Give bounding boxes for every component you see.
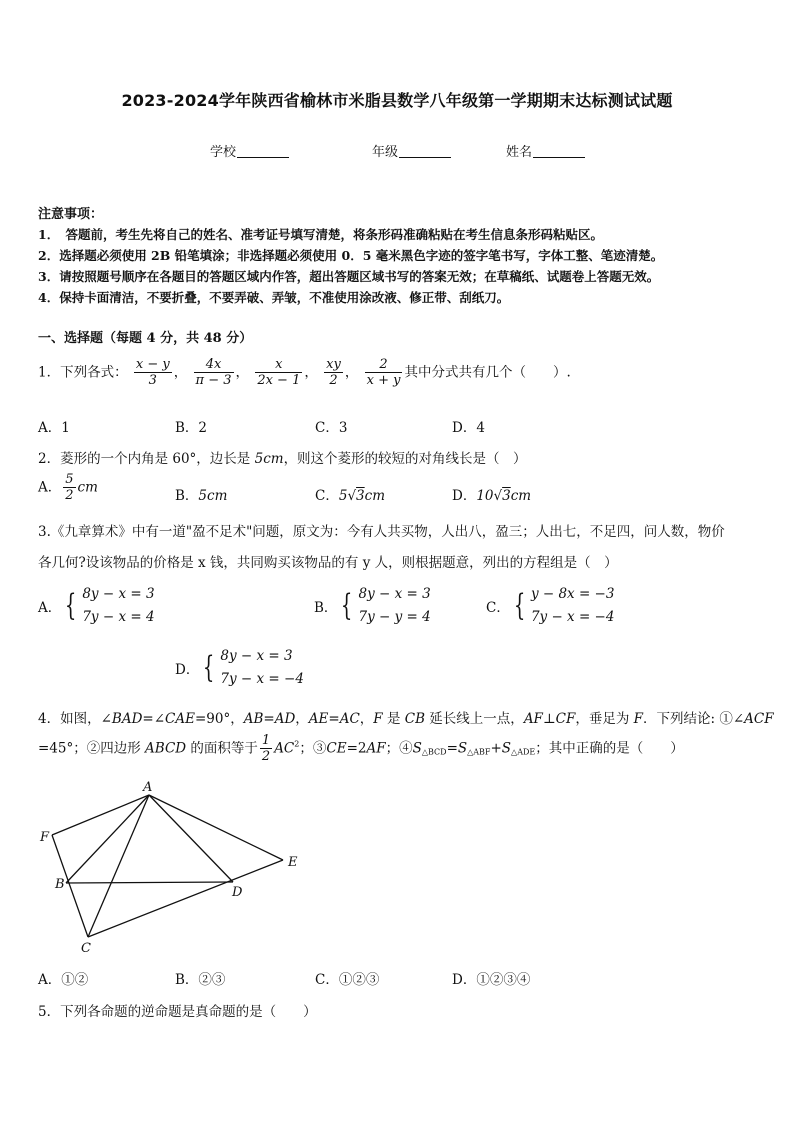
q2-option-d: D．10√3cm bbox=[452, 488, 532, 504]
segment-ce bbox=[88, 860, 283, 937]
note-item-4: 4．保持卡面清洁，不要折叠，不要弄破、弄皱，不准使用涂改液、修正带、刮纸刀。 bbox=[38, 290, 510, 305]
page-title: 2023-2024学年陕西省榆林市米脂县数学八年级第一学期期末达标测试试题 bbox=[121, 91, 673, 110]
label-d: D bbox=[232, 885, 243, 900]
q1-fraction-3: $\frac{x}{2x - 1}$ bbox=[257, 357, 301, 388]
name-field bbox=[506, 141, 585, 160]
school-field bbox=[210, 141, 289, 160]
q3-option-a: A． { 8y − x = 3 7y − x = 4 bbox=[38, 586, 155, 625]
q2-option-a: A． $\frac{5}{2}$ cm bbox=[38, 472, 98, 503]
note-item-2: 2．选择题必须使用 2B 铅笔填涂；非选择题必须使用 0．5 毫米黑色字迹的签字笔书写，字体工整、笔迹清楚。 bbox=[38, 248, 664, 263]
question-1: 1．下列各式： $\frac{x - y}{3}$ ， $\frac{4x}{\pi - 3}$ ， $\frac{x}{2x - 1}$ ， $\frac{xy}{2}$ ， $\frac{2}{x + y}$ 其中分式共有几个（ ）. bbox=[38, 357, 571, 388]
label-f: F bbox=[40, 830, 50, 845]
name-label: 姓名 bbox=[506, 145, 533, 160]
section-heading: 一、选择题（每题 4 分，共 48 分） bbox=[38, 331, 253, 346]
q1-fraction-5: $\frac{2}{x + y}$ bbox=[366, 357, 401, 388]
q2-option-b: B．5cm bbox=[175, 488, 228, 504]
segment-ad bbox=[149, 795, 233, 882]
q1-option-b: B．2 bbox=[175, 420, 208, 436]
q4-option-a: A．①② bbox=[38, 972, 89, 988]
q1-fraction-4: $\frac{xy}{2}$ bbox=[326, 357, 341, 388]
label-b: B bbox=[55, 877, 65, 892]
q1-fraction-1: $\frac{x - y}{3}$ bbox=[135, 357, 170, 388]
q1-suffix: 其中分式共有几个（ ）. bbox=[404, 364, 571, 381]
q1-fraction-2: $\frac{4x}{\pi - 3}$ bbox=[195, 357, 232, 388]
q3-option-d: D． { 8y − x = 3 7y − x = −4 bbox=[175, 648, 304, 687]
question-4-line-1: 4．如图，∠BAD=∠CAE=90°，AB=AD，AE=AC，F 是 CB 延长线上一点，AF⊥CF，垂足为 F．下列结论: ①∠ACF bbox=[38, 711, 774, 727]
q2-option-c: C．5√3cm bbox=[315, 488, 386, 504]
notes-title: 注意事项： bbox=[38, 207, 104, 222]
q1-option-c: C．3 bbox=[315, 420, 348, 436]
label-c: C bbox=[81, 941, 91, 955]
question-4-line-2: =45°；②四边形 ABCD 的面积等于 $\frac{1}{2}$ $AC^2$；③CE=2AF；$④S_{\triangle BCD}=S_{\triangle ABF}+S_{\triangle ADE}$；其中正确的是（ ） bbox=[38, 733, 684, 764]
question-2: 2．菱形的一个内角是 60°，边长是 5cm，则这个菱形的较短的对角线长是（ ） bbox=[38, 451, 527, 467]
question-5: 5．下列各命题的逆命题是真命题的是（ ） bbox=[38, 1004, 317, 1020]
q3-option-c: C． { y − 8x = −3 7y − x = −4 bbox=[486, 586, 615, 625]
q1-option-a: A．1 bbox=[38, 420, 70, 436]
q1-prefix: 1．下列各式： bbox=[38, 364, 128, 381]
note-item-3: 3．请按照题号顺序在各题目的答题区域内作答，超出答题区域书写的答案无效；在草稿纸、试题卷上答题无效。 bbox=[38, 269, 660, 284]
q4-option-c: C．①②③ bbox=[315, 972, 380, 988]
school-blank bbox=[237, 145, 289, 158]
segment-ae bbox=[149, 795, 283, 860]
school-label: 学校 bbox=[210, 145, 237, 160]
q1-option-d: D．4 bbox=[452, 420, 485, 436]
q4-option-d: D．①②③④ bbox=[452, 972, 531, 988]
note-item-1: 1． 答题前，考生先将自己的姓名、准考证号填写清楚，将条形码准确粘贴在考生信息条形码粘贴区。 bbox=[38, 227, 603, 242]
name-blank bbox=[533, 145, 585, 158]
grade-blank bbox=[399, 145, 451, 158]
q3-option-b: B． { 8y − x = 3 7y − y = 4 bbox=[314, 586, 431, 625]
segment-ab bbox=[66, 795, 149, 883]
question-3-line-1: 3.《九章算术》中有一道"盈不足术"问题，原文为：今有人共买物，人出八，盈三；人出七，不足四，问人数，物价 bbox=[38, 524, 725, 540]
label-a: A bbox=[143, 780, 153, 795]
question-3-line-2: 各几何?设该物品的价格是 x 钱，共同购买该物品的有 y 人，则根据题意，列出的方程组是（ ） bbox=[38, 555, 618, 571]
label-e: E bbox=[288, 855, 298, 870]
grade-field bbox=[372, 141, 451, 160]
segment-bd bbox=[66, 882, 233, 883]
q4-geometry-figure bbox=[0, 775, 320, 955]
grade-label: 年级 bbox=[372, 145, 399, 160]
q4-option-b: B．②③ bbox=[175, 972, 226, 988]
